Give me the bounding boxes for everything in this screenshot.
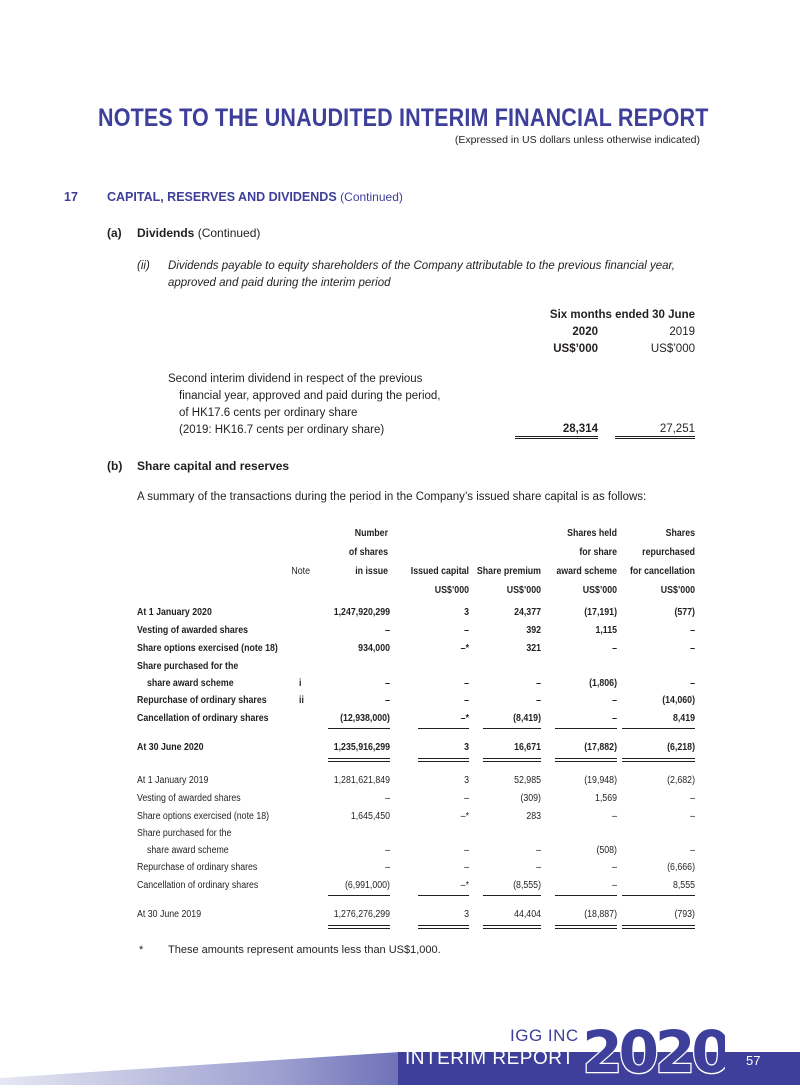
row-label: Cancellation of ordinary shares bbox=[137, 713, 269, 724]
cell-capital: – bbox=[464, 625, 469, 636]
cell-shares: (12,938,000) bbox=[340, 713, 390, 724]
header-held-1: Shares held bbox=[567, 528, 617, 539]
cell-rep: (6,218) bbox=[667, 742, 695, 753]
cell-rep: (577) bbox=[674, 607, 695, 618]
cell-held: – bbox=[612, 695, 617, 706]
cell-rep: – bbox=[690, 678, 695, 689]
cell-capital: 3 bbox=[464, 607, 469, 618]
cell-held: (508) bbox=[596, 845, 617, 856]
cell-premium: 52,985 bbox=[514, 775, 541, 786]
cell-capital: –* bbox=[460, 880, 469, 891]
page-subtitle: (Expressed in US dollars unless otherwise indicated) bbox=[454, 134, 700, 146]
double-underline bbox=[418, 925, 469, 929]
part-a-title bbox=[137, 226, 260, 240]
row-label: At 30 June 2020 bbox=[137, 742, 204, 753]
double-underline bbox=[328, 758, 390, 762]
cell-premium: 392 bbox=[526, 625, 541, 636]
cell-premium: – bbox=[536, 695, 541, 706]
header-capital-1: Issued capital bbox=[410, 566, 469, 577]
row-label: Repurchase of ordinary shares bbox=[137, 862, 258, 873]
row-label: Share options exercised (note 18) bbox=[137, 643, 278, 654]
cell-capital: – bbox=[464, 793, 469, 804]
cell-held: (17,191) bbox=[584, 607, 617, 618]
part-a-continued: (Continued) bbox=[197, 226, 261, 240]
dividend-period-header: Six months ended 30 June bbox=[549, 309, 695, 321]
row-label: At 1 January 2019 bbox=[137, 775, 209, 786]
dividend-year-2020: 2020 bbox=[572, 326, 598, 338]
row-label: Vesting of awarded shares bbox=[137, 625, 249, 636]
cell-held: (19,948) bbox=[584, 775, 617, 786]
cell-held: – bbox=[612, 880, 617, 891]
cell-shares: 1,645,450 bbox=[350, 811, 390, 822]
cell-rep: (14,060) bbox=[662, 695, 695, 706]
header-held-4: US$’000 bbox=[582, 585, 617, 596]
part-b-label: (b) bbox=[107, 459, 123, 473]
cell-note: i bbox=[299, 678, 302, 689]
cell-held: (1,806) bbox=[589, 678, 617, 689]
cell-capital: –* bbox=[460, 713, 469, 724]
header-rep-2: repurchased bbox=[642, 547, 695, 558]
footer-report: INTERIM REPORT bbox=[405, 1048, 575, 1069]
footnote-mark: * bbox=[139, 944, 144, 956]
cell-rep: 8,419 bbox=[672, 713, 695, 724]
row-label: Share options exercised (note 18) bbox=[137, 811, 270, 822]
dividend-item-line-2: approved and paid during the interim period bbox=[168, 277, 391, 289]
cell-premium: – bbox=[536, 845, 541, 856]
underline bbox=[555, 895, 617, 896]
cell-rep: 8,555 bbox=[672, 880, 695, 891]
section-title bbox=[107, 190, 403, 204]
dividend-value-2019: 27,251 bbox=[615, 423, 695, 439]
row-label: Repurchase of ordinary shares bbox=[137, 695, 267, 706]
row-label: Share purchased for the bbox=[137, 828, 232, 839]
page-number: 57 bbox=[746, 1053, 761, 1068]
dividend-desc-line-1: Second interim dividend in respect of the previous bbox=[168, 373, 423, 385]
section-title-text: CAPITAL, RESERVES AND DIVIDENDS bbox=[107, 190, 337, 204]
row-label: Cancellation of ordinary shares bbox=[137, 880, 259, 891]
header-shares-1: Number bbox=[354, 528, 388, 539]
dividend-item-line-1: Dividends payable to equity shareholders of the Company attributable to the previous financial year, bbox=[168, 260, 675, 272]
page-title: NOTES TO THE UNAUDITED INTERIM FINANCIAL REPORT bbox=[98, 104, 709, 132]
double-underline bbox=[483, 925, 541, 929]
cell-rep: – bbox=[690, 793, 695, 804]
cell-shares: (6,991,000) bbox=[344, 880, 390, 891]
cell-premium: – bbox=[536, 862, 541, 873]
double-underline bbox=[328, 925, 390, 929]
underline bbox=[418, 895, 469, 896]
header-premium-2: US$’000 bbox=[506, 585, 541, 596]
cell-capital: – bbox=[464, 695, 469, 706]
footnote-text: These amounts represent amounts less than US$1,000. bbox=[168, 944, 441, 956]
dividend-value-2020: 28,314 bbox=[515, 423, 598, 439]
cell-premium: 44,404 bbox=[514, 909, 541, 920]
cell-shares: – bbox=[385, 793, 390, 804]
cell-capital: 3 bbox=[464, 775, 469, 786]
cell-held: – bbox=[612, 643, 617, 654]
underline bbox=[555, 728, 617, 729]
part-b-title: Share capital and reserves bbox=[137, 459, 290, 473]
header-rep-4: US$’000 bbox=[660, 585, 695, 596]
double-underline bbox=[483, 758, 541, 762]
cell-shares: 1,247,920,299 bbox=[333, 607, 390, 618]
cell-shares: – bbox=[385, 862, 390, 873]
cell-rep: (793) bbox=[674, 909, 695, 920]
double-underline bbox=[622, 758, 695, 762]
part-a-label: (a) bbox=[107, 226, 122, 240]
cell-rep: (6,666) bbox=[667, 862, 695, 873]
underline bbox=[483, 728, 541, 729]
dividend-desc-line-4: (2019: HK16.7 cents per ordinary share) bbox=[179, 424, 385, 436]
header-shares-3: in issue bbox=[355, 566, 388, 577]
cell-premium: (309) bbox=[520, 793, 541, 804]
underline bbox=[328, 895, 390, 896]
year-logo-text: 2020 bbox=[585, 1020, 725, 1084]
header-shares-2: of shares bbox=[348, 547, 388, 558]
cell-rep: – bbox=[690, 845, 695, 856]
header-premium-1: Share premium bbox=[476, 566, 541, 577]
underline bbox=[622, 728, 695, 729]
cell-capital: – bbox=[464, 845, 469, 856]
cell-rep: (2,682) bbox=[667, 775, 695, 786]
cell-rep: – bbox=[690, 625, 695, 636]
cell-capital: 3 bbox=[464, 742, 469, 753]
cell-shares: 1,235,916,299 bbox=[333, 742, 390, 753]
header-rep-3: for cancellation bbox=[629, 566, 695, 577]
cell-held: – bbox=[612, 713, 617, 724]
cell-shares: – bbox=[385, 845, 390, 856]
cell-premium: – bbox=[536, 678, 541, 689]
cell-premium: 16,671 bbox=[514, 742, 541, 753]
row-label: Share purchased for the bbox=[137, 661, 239, 672]
cell-shares: 1,276,276,299 bbox=[333, 909, 390, 920]
dividend-desc-line-2: financial year, approved and paid during the period, bbox=[179, 390, 441, 402]
dividend-year-2019: 2019 bbox=[669, 326, 695, 338]
cell-premium: 283 bbox=[526, 811, 541, 822]
header-held-2: for share bbox=[579, 547, 617, 558]
cell-shares: 1,281,621,849 bbox=[333, 775, 390, 786]
cell-shares: – bbox=[385, 695, 390, 706]
underline bbox=[483, 895, 541, 896]
row-label: At 30 June 2019 bbox=[137, 909, 202, 920]
cell-premium: (8,555) bbox=[513, 880, 541, 891]
cell-shares: – bbox=[385, 625, 390, 636]
cell-premium: (8,419) bbox=[513, 713, 541, 724]
cell-held: (18,887) bbox=[584, 909, 617, 920]
header-held-3: award scheme bbox=[556, 566, 617, 577]
row-label: Vesting of awarded shares bbox=[137, 793, 241, 804]
cell-premium: 24,377 bbox=[514, 607, 541, 618]
cell-note: ii bbox=[299, 695, 304, 706]
cell-capital: –* bbox=[460, 643, 469, 654]
dividend-item-label: (ii) bbox=[137, 260, 150, 272]
part-a-title-text: Dividends bbox=[137, 226, 195, 240]
double-underline bbox=[418, 758, 469, 762]
cell-held: – bbox=[612, 811, 617, 822]
double-underline bbox=[555, 758, 617, 762]
dividend-unit-2019: US$’000 bbox=[650, 343, 695, 355]
cell-rep: – bbox=[690, 811, 695, 822]
dividend-unit-2020: US$’000 bbox=[553, 343, 598, 355]
footer-company: IGG INC bbox=[510, 1026, 579, 1045]
cell-premium: 321 bbox=[526, 643, 541, 654]
underline bbox=[622, 895, 695, 896]
header-capital-2: US$’000 bbox=[434, 585, 469, 596]
section-number: 17 bbox=[64, 190, 78, 204]
cell-capital: –* bbox=[460, 811, 469, 822]
cell-shares: – bbox=[385, 678, 390, 689]
cell-held: – bbox=[612, 862, 617, 873]
cell-shares: 934,000 bbox=[358, 643, 390, 654]
row-label: At 1 January 2020 bbox=[137, 607, 212, 618]
cell-rep: – bbox=[690, 643, 695, 654]
underline bbox=[418, 728, 469, 729]
cell-held: 1,115 bbox=[595, 625, 617, 636]
part-b-intro: A summary of the transactions during the period in the Company’s issued share capital is as follows: bbox=[137, 491, 647, 503]
cell-capital: – bbox=[464, 862, 469, 873]
header-note: Note bbox=[291, 566, 310, 577]
row-label: share award scheme bbox=[147, 845, 229, 856]
cell-held: (17,882) bbox=[584, 742, 617, 753]
cell-held: 1,569 bbox=[594, 793, 617, 804]
row-label: share award scheme bbox=[147, 678, 234, 689]
cell-capital: 3 bbox=[464, 909, 469, 920]
dividend-desc-line-3: of HK17.6 cents per ordinary share bbox=[179, 407, 358, 419]
section-continued: (Continued) bbox=[340, 190, 403, 204]
year-2020-logo bbox=[585, 1020, 725, 1084]
cell-capital: – bbox=[464, 678, 469, 689]
header-rep-1: Shares bbox=[665, 528, 695, 539]
underline bbox=[328, 728, 390, 729]
double-underline bbox=[622, 925, 695, 929]
double-underline bbox=[555, 925, 617, 929]
